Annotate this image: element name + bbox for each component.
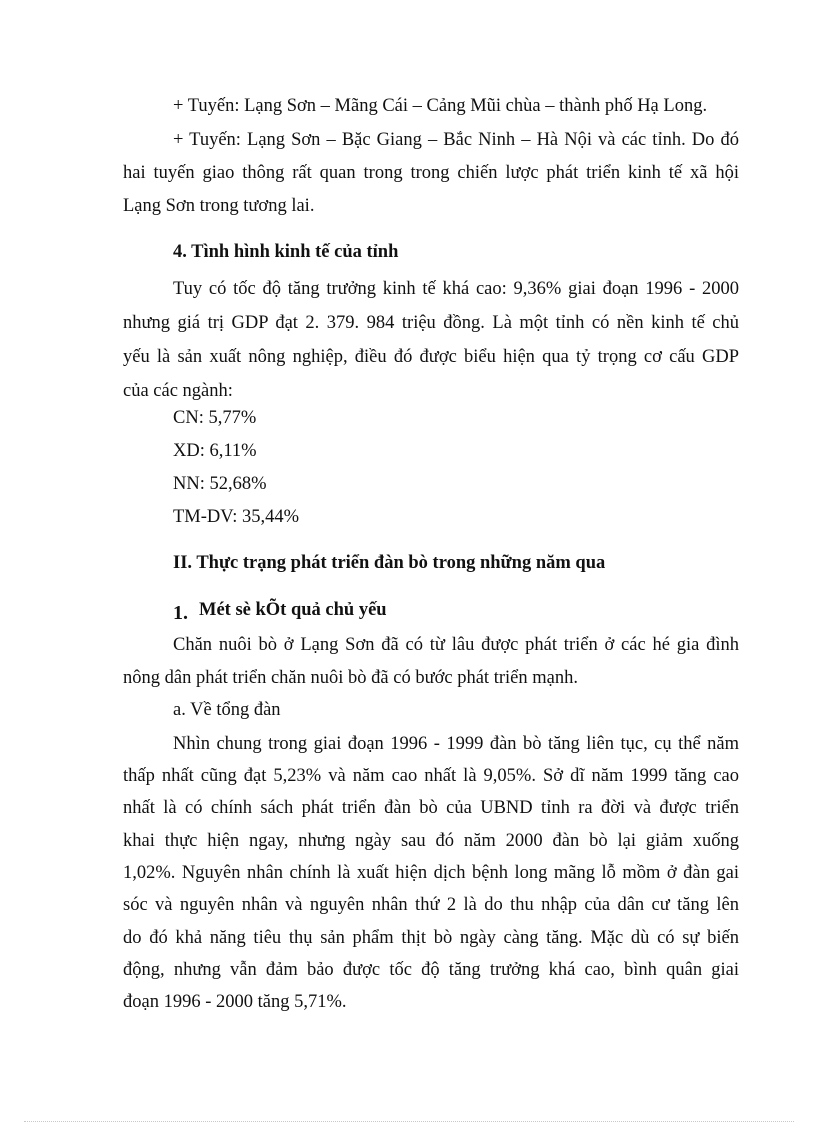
herd-paragraph-line: nhất là có chính sách phát triển đàn bò của UBND tỉnh ra đời và được triển <box>123 798 739 818</box>
route-paragraph-line: Lạng Sơn trong tương lai. <box>123 196 315 216</box>
subsection-heading: Mét sè kÕt quả chủ yếu <box>199 600 387 620</box>
route-line-1: + Tuyến: Lạng Sơn – Mãng Cái – Cảng Mũi chùa – thành phố Hạ Long. <box>173 96 708 116</box>
gdp-share-xd: XD: 6,11% <box>173 441 257 461</box>
gdp-share-tm-dv: TM-DV: 35,44% <box>173 507 300 527</box>
herd-paragraph-line: thấp nhất cũng đạt 5,23% và năm cao nhất là 9,05%. Sở dĩ năm 1999 tăng cao <box>123 766 739 786</box>
subsection-number: 1. <box>173 602 188 624</box>
cattle-paragraph-line: nông dân phát triển chăn nuôi bò đã có bước phát triển mạnh. <box>123 668 578 688</box>
herd-paragraph-line: Nhìn chung trong giai đoạn 1996 - 1999 đàn bò tăng liên tục, cụ thể năm <box>173 734 739 754</box>
herd-paragraph-line: do đó khả năng tiêu thụ sản phẩm thịt bò ngày càng tăng. Mặc dù có sự biến <box>123 928 739 948</box>
route-line-2: + Tuyến: Lạng Sơn – Bặc Giang – Bắc Ninh – Hà Nội và các tỉnh. Do đó <box>173 130 739 150</box>
economy-paragraph-line: yếu là sản xuất nông nghiệp, điều đó được biểu hiện qua tỷ trọng cơ cấu GDP <box>123 347 739 367</box>
herd-paragraph-line: sóc và nguyên nhân và nguyên nhân thứ 2 là do thu nhập của dân cư tăng lên <box>123 895 739 915</box>
economy-paragraph-line: nhưng giá trị GDP đạt 2. 379. 984 triệu đồng. Là một tỉnh có nền kinh tế chủ <box>123 313 739 333</box>
herd-paragraph-line: 1,02%. Nguyên nhân chính là xuất hiện dịch bệnh long mãng lỗ mồm ở đàn gai <box>123 863 739 883</box>
gdp-share-nn: NN: 52,68% <box>173 474 267 494</box>
section-heading-ii: II. Thực trạng phát triển đàn bò trong những năm qua <box>173 553 606 573</box>
section-heading-4: 4. Tình hình kinh tế của tỉnh <box>173 242 399 262</box>
subheading-a: a. Về tổng đàn <box>173 700 281 720</box>
route-paragraph-line: hai tuyến giao thông rất quan trong trong chiến lược phát triển kinh tế xã hội <box>123 163 739 183</box>
herd-paragraph-line: khai thực hiện ngay, nhưng ngày sau đó năm 2000 đàn bò lại giảm xuống <box>123 831 739 851</box>
cattle-paragraph-line: Chăn nuôi bò ở Lạng Sơn đã có từ lâu được phát triển ở các hé gia đình <box>173 635 739 655</box>
herd-paragraph-line: đoạn 1996 - 2000 tăng 5,71%. <box>123 992 347 1012</box>
page-bottom-rule <box>24 1121 794 1122</box>
gdp-share-cn: CN: 5,77% <box>173 408 257 428</box>
herd-paragraph-line: động, nhưng vẫn đảm bảo được tốc độ tăng trưởng khá cao, bình quân giai <box>123 960 739 980</box>
economy-paragraph-line: của các ngành: <box>123 381 233 401</box>
economy-paragraph-line: Tuy có tốc độ tăng trưởng kinh tế khá cao: 9,36% giai đoạn 1996 - 2000 <box>173 279 739 299</box>
